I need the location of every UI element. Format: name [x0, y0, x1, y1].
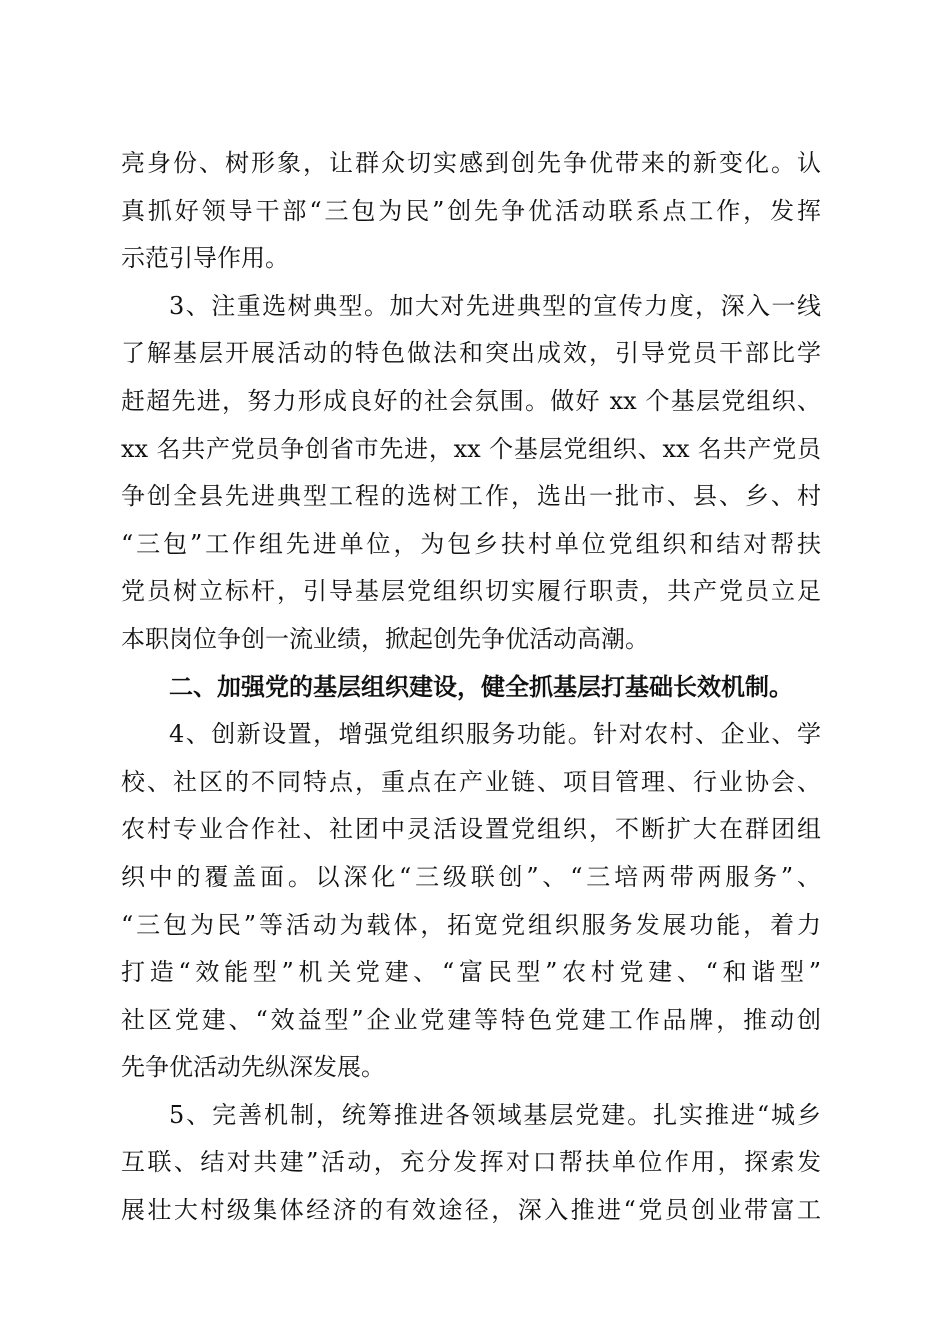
paragraph-line: “三包”工作组先进单位，为包乡扶村单位党组织和结对帮扶 [121, 529, 821, 558]
paragraph-line: 织中的覆盖面。以深化“三级联创”、“三培两带两服务”、 [121, 862, 821, 891]
paragraph-line: 先争优活动先纵深发展。 [121, 1053, 385, 1082]
paragraph-line: 5、完善机制，统筹推进各领域基层党建。扎实推进“城乡 [169, 1100, 821, 1129]
paragraph-line: 争创全县先进典型工程的选树工作，选出一批市、县、乡、村 [121, 482, 821, 511]
document-body [121, 140, 821, 1235]
paragraph-line: 了解基层开展活动的特色做法和突出成效，引导党员干部比学 [121, 339, 821, 368]
paragraph-line: 党员树立标杆，引导基层党组织切实履行职责，共产党员立足 [121, 577, 821, 606]
paragraph-line: 3、注重选树典型。加大对先进典型的宣传力度，深入一线 [169, 291, 821, 320]
paragraph-line: 4、创新设置，增强党组织服务功能。针对农村、企业、学 [169, 720, 821, 749]
paragraph-line: 亮身份、树形象，让群众切实感到创先争优带来的新变化。认 [121, 149, 821, 177]
paragraph-line: 农村专业合作社、社团中灵活设置党组织，不断扩大在群团组 [121, 815, 821, 844]
paragraph-line: 示范引导作用。 [121, 244, 289, 273]
paragraph-line: 真抓好领导干部“三包为民”创先争优活动联系点工作，发挥 [121, 196, 821, 225]
paragraph-line: xx 名共产党员争创省市先进，xx 个基层党组织、xx 名共产党员 [121, 434, 821, 463]
section-heading: 二、加强党的基层组织建设，健全抓基层打基础长效机制。 [169, 672, 793, 701]
paragraph-line: 赶超先进，努力形成良好的社会氛围。做好 xx 个基层党组织、 [121, 386, 821, 415]
paragraph-line: 校、社区的不同特点，重点在产业链、项目管理、行业协会、 [121, 767, 821, 796]
paragraph-line: 社区党建、“效益型”企业党建等特色党建工作品牌，推动创 [121, 1005, 821, 1034]
paragraph-line: 展壮大村级集体经济的有效途径，深入推进“党员创业带富工 [121, 1196, 821, 1225]
paragraph-line: 互联、结对共建”活动，充分发挥对口帮扶单位作用，探索发 [121, 1148, 821, 1177]
paragraph-line: 本职岗位争创一流业绩，掀起创先争优活动高潮。 [121, 624, 649, 653]
paragraph-line: 打造“效能型”机关党建、“富民型”农村党建、“和谐型” [121, 958, 821, 987]
paragraph-line: “三包为民”等活动为载体，拓宽党组织服务发展功能，着力 [121, 910, 821, 939]
